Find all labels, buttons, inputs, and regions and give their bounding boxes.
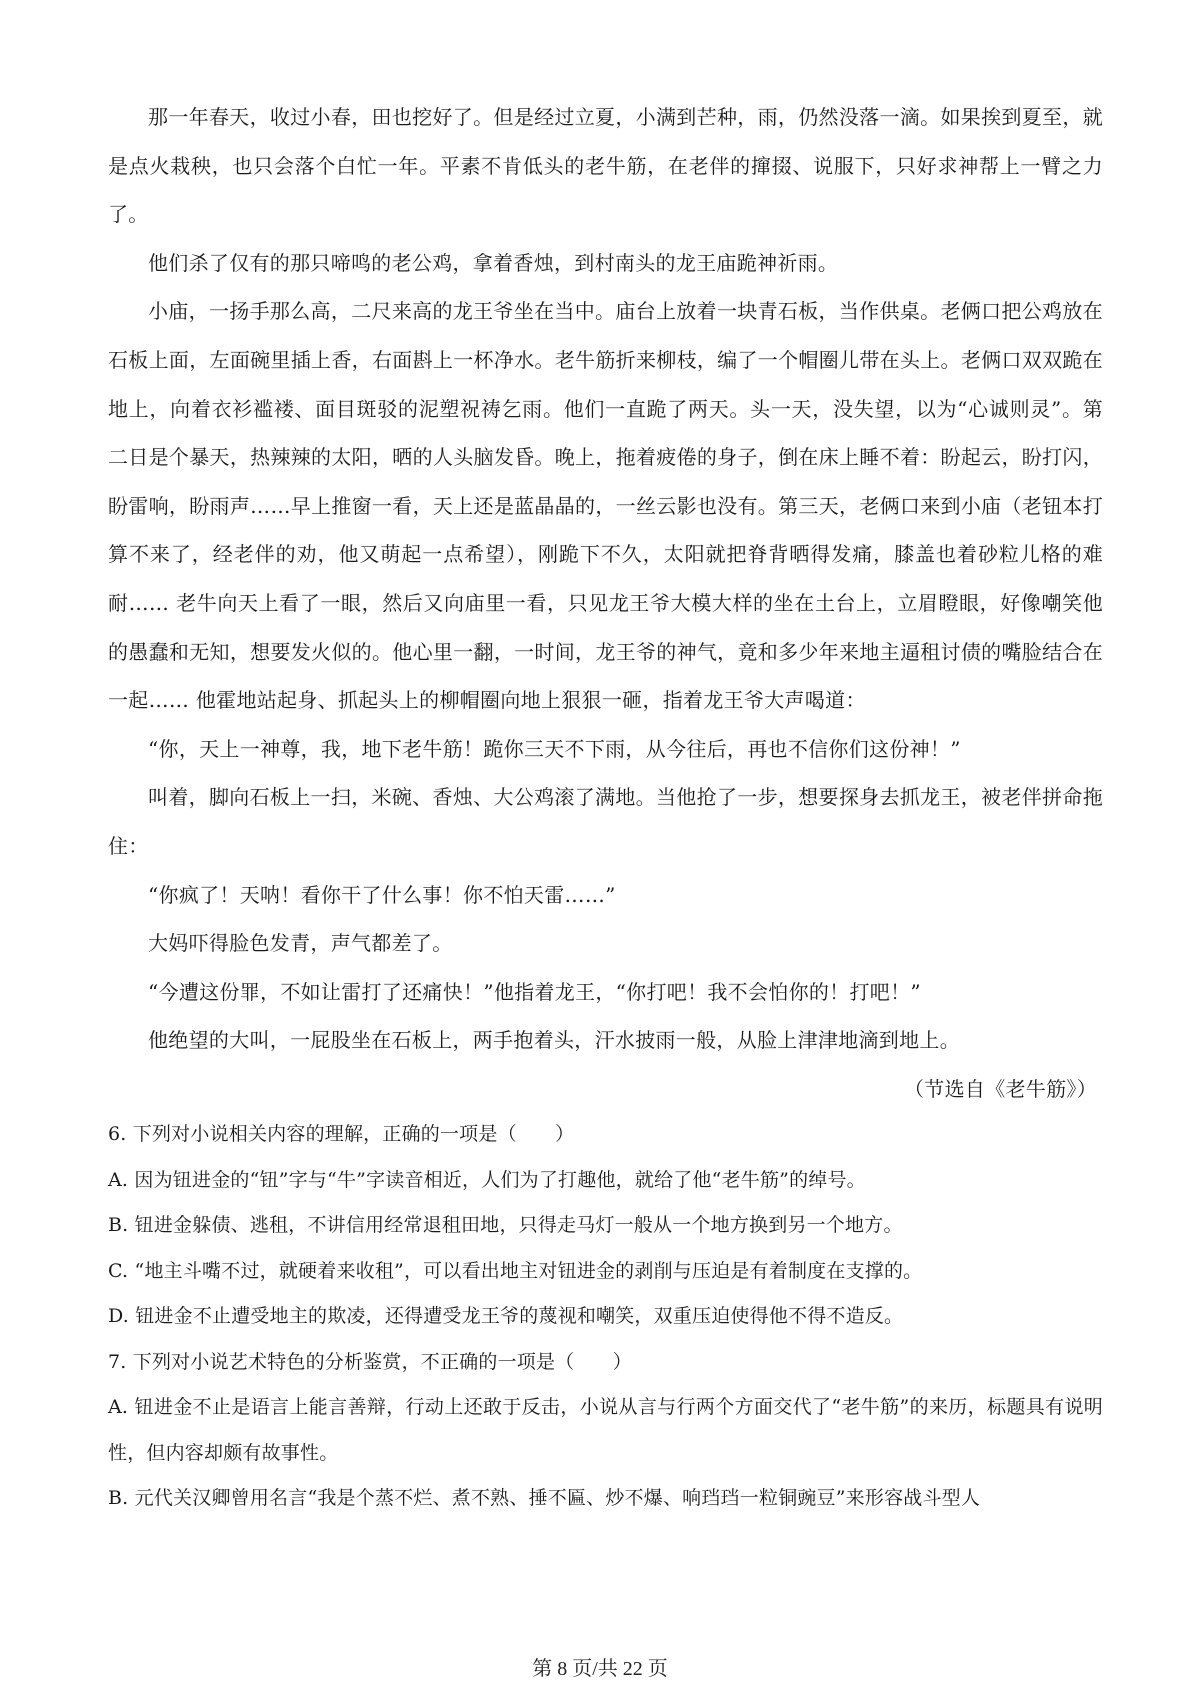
- question-7-option-a: A. 钮进金不止是语言上能言善辩，行动上还敢于反击，小说从言与行两个方面交代了“老牛筋”的来历，标题具有说明性，但内容却颇有故事性。: [108, 1396, 1103, 1464]
- question-section: [108, 1112, 1103, 1522]
- passage-paragraph-3: 小庙，一扬手那么高，二尺来高的龙王爷坐在当中。庙台上放着一块青石板，当作供桌。老俩口把公鸡放在石板上面，左面碗里插上香，右面斟上一杯净水。老牛筋折来柳枝，编了一个帽圈儿带在头上。老俩口双双跪在地上，向着衣衫褴褛、面目斑驳的泥塑祝祷乞雨。他们一直跪了两天。头一天，没失望，以为“心诚则灵”。第二日是个暴天，热辣辣的太阳，晒的人头脑发昏。晚上，拖着疲倦的身子，倒在床上睡不着：盼起云，盼打闪，盼雷响，盼雨声……早上推窗一看，天上还是蓝晶晶的，一丝云影也没有。第三天，老俩口来到小庙（老钮本打算不来了，经老伴的劝，他又萌起一点希望），刚跪下不久，太阳就把脊背晒得发痛，膝盖也着砂粒儿格的难耐…… 老牛向天上看了一眼，然后又向庙里一看，只见龙王爷大模大样的坐在土台上，立眉瞪眼，好像嘲笑他的愚蠢和无知，想要发火似的。他心里一翻，一时间，龙王爷的神气，竟和多少年来地主逼租讨债的嘴脸结合在一起…… 他霍地站起身、抓起头上的柳帽圈向地上狠狠一砸，指着龙王爷大声喝道：: [108, 299, 1103, 713]
- passage-paragraph-4: “你，天上一神尊，我，地下老牛筋！跪你三天不下雨，从今往后，再也不信你们这份神！”: [148, 736, 961, 761]
- passage-paragraph-1: 那一年春天，收过小春，田也挖好了。但是经过立夏，小满到芒种，雨，仍然没落一滴。如果挨到夏至，就是点火栽秧，也只会落个白忙一年。平素不肯低头的老牛筋，在老伴的撺掇、说服下，只好求神帮上一臂之力了。: [108, 105, 1103, 227]
- page-number-footer: 第 8 页/共 22 页: [532, 1658, 668, 1680]
- question-6-option-b: B. 钮进金躲债、逃租，不讲信用经常退租田地，只得走马灯一般从一个地方换到另一个地方。: [108, 1214, 903, 1236]
- passage-paragraph-7: 大妈吓得脸色发青，声气都差了。: [148, 931, 453, 956]
- question-6-option-a: A. 因为钮进金的“钮”字与“牛”字读音相近，人们为了打趣他，就给了他“老牛筋”的绰号。: [108, 1168, 866, 1191]
- question-6-option-d: D. 钮进金不止遭受地主的欺凌，还得遭受龙王爷的蔑视和嘲笑，双重压迫使得他不得不造反。: [108, 1305, 904, 1327]
- question-7-option-b: B. 元代关汉卿曾用名言“我是个蒸不烂、煮不熟、捶不匾、炒不爆、响珰珰一粒铜豌豆”来形容战斗型人: [108, 1487, 981, 1509]
- reading-passage: [108, 93, 1103, 1113]
- question-7-stem: 7. 下列对小说艺术特色的分析鉴赏，不正确的一项是（ ）: [108, 1350, 632, 1373]
- question-6-stem: 6. 下列对小说相关内容的理解，正确的一项是（ ）: [108, 1123, 575, 1145]
- passage-paragraph-8: “今遭这份罪，不如让雷打了还痛快！”他指着龙王，“你打吧！我不会怕你的！打吧！”: [148, 979, 921, 1004]
- passage-paragraph-2: 他们杀了仅有的那只啼鸣的老公鸡，拿着香烛，到村南头的龙王庙跪神祈雨。: [148, 250, 839, 275]
- passage-paragraph-5: 叫着，脚向石板上一扫，米碗、香烛、大公鸡滚了满地。当他抢了一步，想要探身去抓龙王，被老伴拼命拖住：: [108, 785, 1103, 858]
- passage-paragraph-9: 他绝望的大叫，一屁股坐在石板上，两手抱着头，汗水披雨一般，从脸上津津地滴到地上。: [148, 1028, 960, 1053]
- passage-paragraph-6: “你疯了！天呐！看你干了什么事！你不怕天雷……”: [148, 882, 616, 907]
- question-6-option-c: C. “地主斗嘴不过，就硬着来收租”，可以看出地主对钮进金的剥削与压迫是有着制度在支撑的。: [108, 1259, 923, 1282]
- passage-source: （节选自《老牛筋》）: [904, 1076, 1097, 1101]
